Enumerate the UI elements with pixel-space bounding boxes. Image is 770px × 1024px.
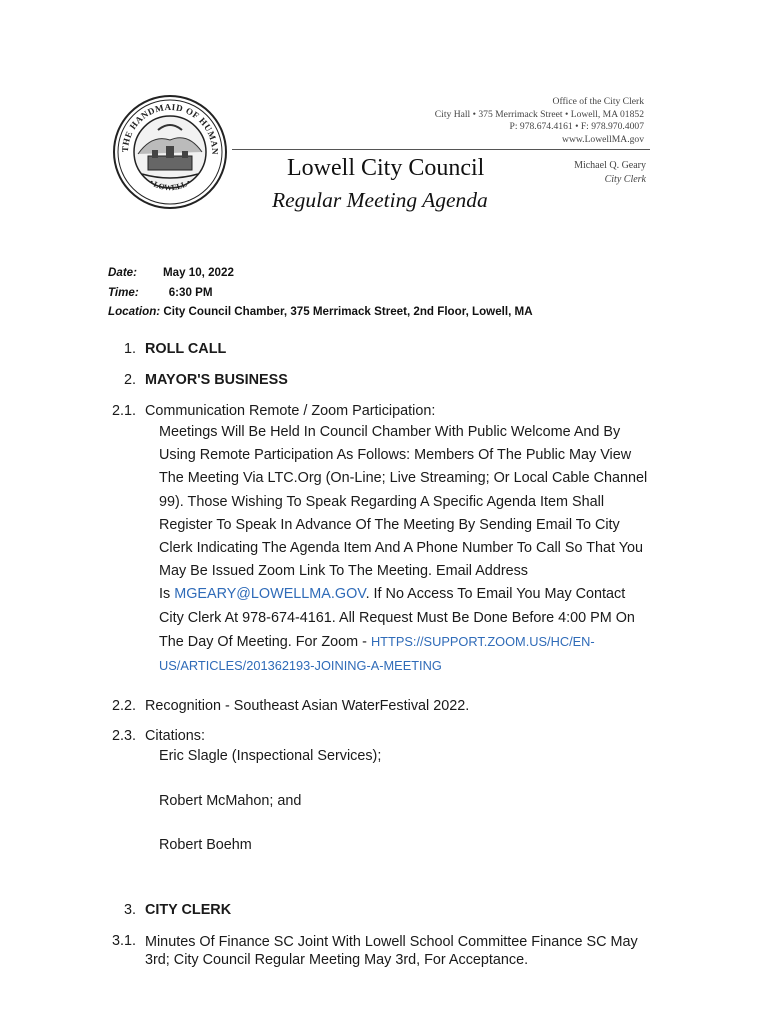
section-roll-call: ROLL CALL: [145, 341, 227, 357]
body-line: Register To Speak In Advance Of The Meeting By Sending Email To City: [159, 516, 620, 533]
body-line: [159, 654, 679, 678]
date-label: Date:: [108, 266, 137, 279]
item-minutes: [145, 933, 638, 969]
office-line: P: 978.674.4161 • F: 978.970.4007: [509, 121, 644, 133]
body-line: Using Remote Participation As Follows: Members Of The Public May View: [159, 447, 632, 464]
section-number: 1.: [123, 341, 136, 357]
citation-entry: Robert Boehm: [159, 837, 252, 853]
after-email-text: . If No Access To Email You May Contact: [365, 586, 626, 603]
is-prefix: Is: [159, 586, 175, 603]
body-line: 99). Those Wishing To Speak Regarding A Specific Agenda Item Shall: [159, 493, 605, 510]
body-line: [159, 583, 679, 606]
office-line: www.LowellMA.gov: [562, 134, 644, 146]
zoom-prefix: The Day Of Meeting. For Zoom -: [159, 633, 371, 650]
item-citations: Citations:: [145, 728, 205, 744]
svg-text:ART IS THE HANDMAID OF HUMAN G: THE HANDMAID OF HUMAN: [119, 101, 221, 155]
item-title: Communication Remote / Zoom Participation:: [145, 403, 436, 419]
section-city-clerk: CITY CLERK: [145, 902, 232, 918]
svg-text:• LOWELL •: • LOWELL •: [147, 177, 193, 193]
zoom-url-link[interactable]: HTTPS://SUPPORT.ZOOM.US/HC/EN-: [370, 633, 595, 649]
section-mayors-business: MAYOR'S BUSINESS: [145, 372, 288, 388]
location-label: Location:: [108, 305, 161, 318]
item-body-remote-participation: [159, 421, 679, 678]
agenda-subtitle: Regular Meeting Agenda: [272, 188, 488, 212]
office-line: City Hall • 375 Merrimack Street • Lowell, MA 01852: [434, 108, 644, 120]
zoom-url-link-cont[interactable]: US/ARTICLES/201362193-JOINING-A-MEETING: [159, 658, 442, 674]
section-number: 2.: [123, 372, 136, 388]
location-value: City Council Chamber, 375 Merrimack Street, 2nd Floor, Lowell, MA: [163, 305, 533, 318]
body-line: May Be Issued Zoom Link To The Meeting. Email Address: [159, 563, 529, 580]
time-value: 6:30 PM: [168, 286, 213, 299]
clerk-block: [574, 159, 646, 187]
meeting-location: [108, 305, 533, 318]
citation-entry: Robert McMahon; and: [159, 793, 302, 809]
minutes-line: 3rd; City Council Regular Meeting May 3rd, For Acceptance.: [145, 952, 529, 968]
council-title: Lowell City Council: [287, 155, 485, 181]
citation-entry: Eric Slagle (Inspectional Services);: [159, 748, 382, 764]
minutes-line: Minutes Of Finance SC Joint With Lowell School Committee Finance SC May: [145, 934, 638, 950]
office-address-block: [435, 96, 644, 147]
item-number: 2.2.: [111, 698, 136, 714]
letterhead-rule: [232, 149, 650, 150]
item-number: 2.3.: [111, 728, 136, 744]
office-line: Office of the City Clerk: [552, 96, 644, 107]
city-seal-logo: [112, 94, 228, 210]
meeting-time: [108, 286, 213, 299]
time-label: Time:: [108, 286, 139, 299]
body-line: Meetings Will Be Held In Council Chamber With Public Welcome And By: [159, 424, 621, 440]
email-link[interactable]: MGEARY@LOWELLMA.GOV: [174, 586, 366, 603]
body-line: [159, 630, 679, 654]
section-number: 3.: [123, 902, 136, 918]
clerk-name: Michael Q. Geary: [574, 160, 646, 171]
body-line: Clerk Indicating The Agenda Item And A Phone Number To Call So That You: [159, 540, 644, 557]
item-number: 2.1.: [111, 403, 136, 419]
meeting-date: [108, 266, 234, 279]
clerk-title: City Clerk: [604, 174, 646, 185]
item-recognition: Recognition - Southeast Asian WaterFestival 2022.: [145, 698, 470, 714]
item-number: 3.1.: [111, 933, 136, 949]
body-line: City Clerk At 978-674-4161. All Request Must Be Done Before 4:00 PM On: [159, 609, 635, 626]
date-value: May 10, 2022: [163, 266, 234, 279]
body-line: The Meeting Via LTC.Org (On-Line; Live Streaming; Or Local Cable Channel: [159, 470, 648, 487]
